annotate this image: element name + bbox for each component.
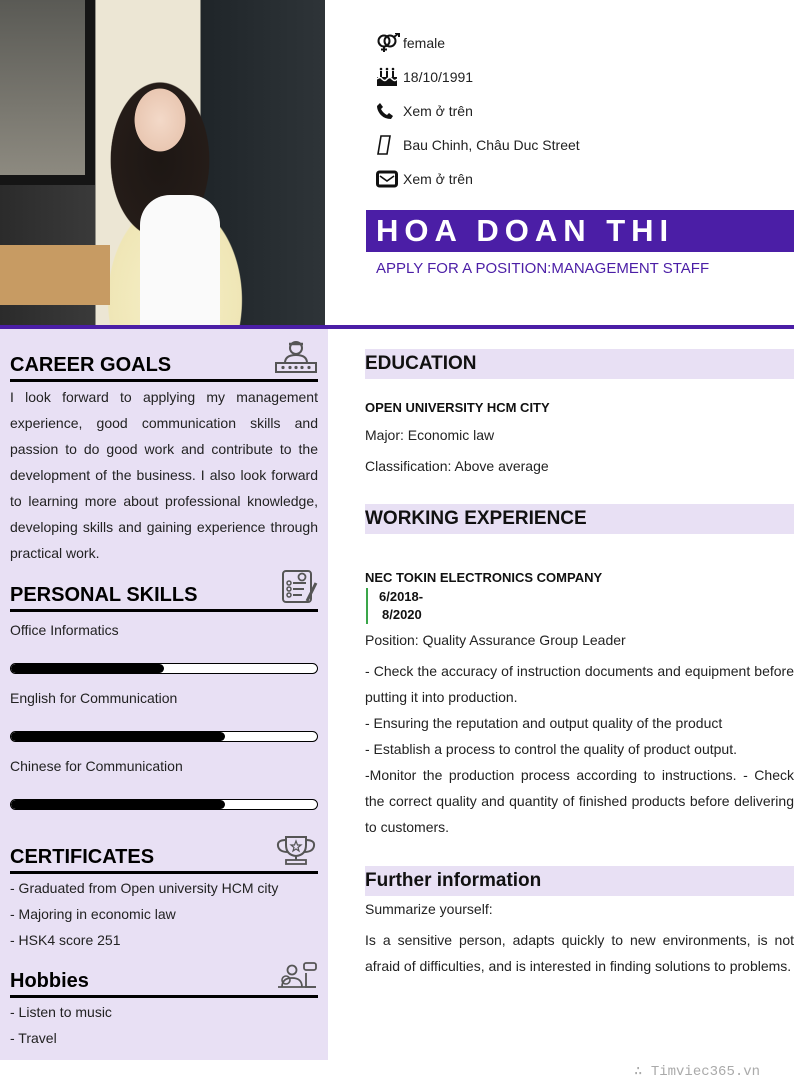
personal-info-list <box>376 26 796 196</box>
section-title: Hobbies <box>10 970 89 992</box>
watermark: ∴ Timviec365.vn <box>634 1064 761 1080</box>
profile-photo <box>0 0 325 325</box>
hobby-item: - Travel <box>10 1030 57 1046</box>
hobbies-section <box>10 962 318 1051</box>
address-value: Bau Chinh, Châu Duc Street <box>403 137 580 153</box>
skill-label: Office Informatics <box>10 622 119 638</box>
duty-item: - Establish a process to control the quality of product output. <box>365 741 737 757</box>
certificates-section <box>10 838 318 953</box>
photo-subject-dress <box>140 195 220 325</box>
birthday-cake-icon <box>376 67 403 87</box>
duty-item: - Ensuring the reputation and output quality of the product <box>365 715 723 731</box>
hobbies-icon <box>276 961 318 994</box>
info-phone <box>376 94 796 128</box>
info-birthday <box>376 60 796 94</box>
section-title: CERTIFICATES <box>10 846 155 868</box>
further-info-header: Further information <box>365 866 794 896</box>
birthday-value: 18/10/1991 <box>403 69 474 85</box>
certificate-item: - HSK4 score 251 <box>10 932 121 948</box>
gender-icon <box>376 33 403 53</box>
phone-icon <box>376 102 403 120</box>
certificate-item: - Graduated from Open university HCM city <box>10 880 279 896</box>
education-classification: Classification: Above average <box>365 458 549 474</box>
info-email <box>376 162 796 196</box>
photo-background-shelf <box>0 245 110 305</box>
experience-header: WORKING EXPERIENCE <box>365 504 794 534</box>
company-name: NEC TOKIN ELECTRONICS COMPANY <box>365 570 603 585</box>
checklist-icon <box>280 569 318 608</box>
experience-block <box>365 568 794 840</box>
section-title: CAREER GOALS <box>10 354 172 376</box>
email-value: Xem ở trên <box>403 171 473 187</box>
hobby-item: - Listen to music <box>10 1004 112 1020</box>
duty-item: -Monitor the production process according to instructions. - Check the correct quality and quantity of finished products before delivering to customers. <box>365 767 794 835</box>
certificate-item: - Majoring in economic law <box>10 906 176 922</box>
skill-bar <box>10 799 318 810</box>
photo-background-frame <box>0 0 95 185</box>
section-title: PERSONAL SKILLS <box>10 584 198 606</box>
further-info-block <box>365 897 794 979</box>
email-icon <box>376 170 403 188</box>
date-start: 6/2018- <box>379 589 424 604</box>
location-icon <box>376 135 403 155</box>
candidate-name: HOA DOAN THI <box>366 210 794 252</box>
skill-bar-fill <box>11 800 225 809</box>
school-name: OPEN UNIVERSITY HCM CITY <box>365 400 550 415</box>
personal-skills-section <box>10 576 318 821</box>
skill-bar <box>10 731 318 742</box>
summary-label: Summarize yourself: <box>365 901 493 917</box>
manager-icon <box>274 339 318 378</box>
date-end: 8/2020 <box>382 607 422 622</box>
education-header: EDUCATION <box>365 349 794 379</box>
applied-position: APPLY FOR A POSITION:MANAGEMENT STAFF <box>376 260 710 277</box>
skill-label: Chinese for Communication <box>10 758 183 774</box>
career-goals-section <box>10 346 318 566</box>
skills-list <box>10 612 318 810</box>
hobbies-list <box>10 998 318 1051</box>
job-position: Position: Quality Assurance Group Leader <box>365 632 626 648</box>
duty-item: - Check the accuracy of instruction documents and equipment before putting it into production. <box>365 663 794 705</box>
phone-value: Xem ở trên <box>403 103 473 119</box>
info-address <box>376 128 796 162</box>
skill-bar-fill <box>11 664 164 673</box>
gender-value: female <box>403 35 446 51</box>
section-header <box>10 346 318 382</box>
section-header <box>10 838 318 874</box>
section-header <box>10 576 318 612</box>
career-goals-text: I look forward to applying my management experience, good communication skills and passion to do good work and contribute to the development of the business. I also look forward to learning more about professional knowledge, developing skills and gaining experience through practical work. <box>10 389 318 561</box>
trophy-icon <box>274 835 318 870</box>
skill-bar <box>10 663 318 674</box>
skill-bar-fill <box>11 732 225 741</box>
certificates-list <box>10 874 318 953</box>
education-major: Major: Economic law <box>365 427 495 443</box>
employment-dates <box>366 588 794 624</box>
summary-text: Is a sensitive person, adapts quickly to new environments, is not afraid of difficulties, and is interested in finding solutions to problems. <box>365 932 794 974</box>
education-block <box>365 396 794 482</box>
section-header <box>10 962 318 998</box>
info-gender <box>376 26 796 60</box>
skill-label: English for Communication <box>10 690 178 706</box>
